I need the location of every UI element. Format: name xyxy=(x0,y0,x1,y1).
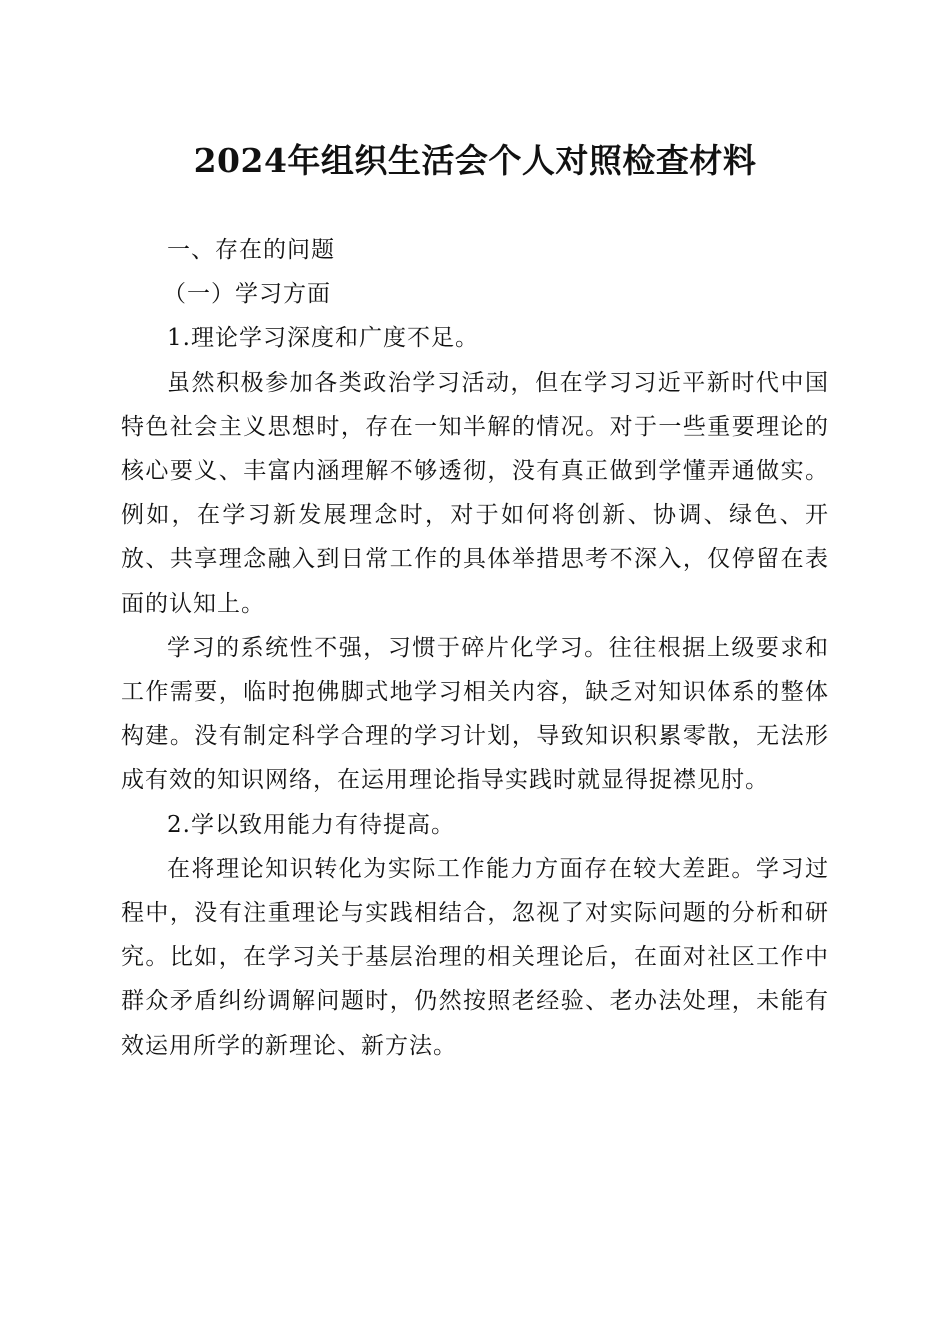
document-body xyxy=(121,228,829,1068)
document-title: 2024年组织生活会个人对照检查材料 xyxy=(193,141,757,180)
item-heading-1: 1.理论学习深度和广度不足。 xyxy=(167,325,479,352)
paragraph-1: 虽然积极参加各类政治学习活动，但在学习习近平新时代中国特色社会主义思想时，存在一知半解的情况。对于一些重要理论的核心要义、丰富内涵理解不够透彻，没有真正做到学懂弄通做实。例如，在学习新发展理念时，对于如何将创新、协调、绿色、开放、共享理念融入到日常工作的具体举措思考不深入，仅停留在表面的认知上。 xyxy=(121,369,829,617)
paragraph-3: 在将理论知识转化为实际工作能力方面存在较大差距。学习过程中，没有注重理论与实践相结合，忽视了对实际问题的分析和研究。比如，在学习关于基层治理的相关理论后，在面对社区工作中群众矛盾纠纷调解问题时，仍然按照老经验、老办法处理，未能有效运用所学的新理论、新方法。 xyxy=(121,855,829,1059)
item-heading-2: 2.学以致用能力有待提高。 xyxy=(167,811,455,838)
subsection-heading: （一）学习方面 xyxy=(163,281,331,308)
section-heading: 一、存在的问题 xyxy=(167,237,335,263)
paragraph-2: 学习的系统性不强，习惯于碎片化学习。往往根据上级要求和工作需要，临时抱佛脚式地学习相关内容，缺乏对知识体系的整体构建。没有制定科学合理的学习计划，导致知识积累零散，无法形成有效的知识网络，在运用理论指导实践时就显得捉襟见肘。 xyxy=(121,634,829,794)
